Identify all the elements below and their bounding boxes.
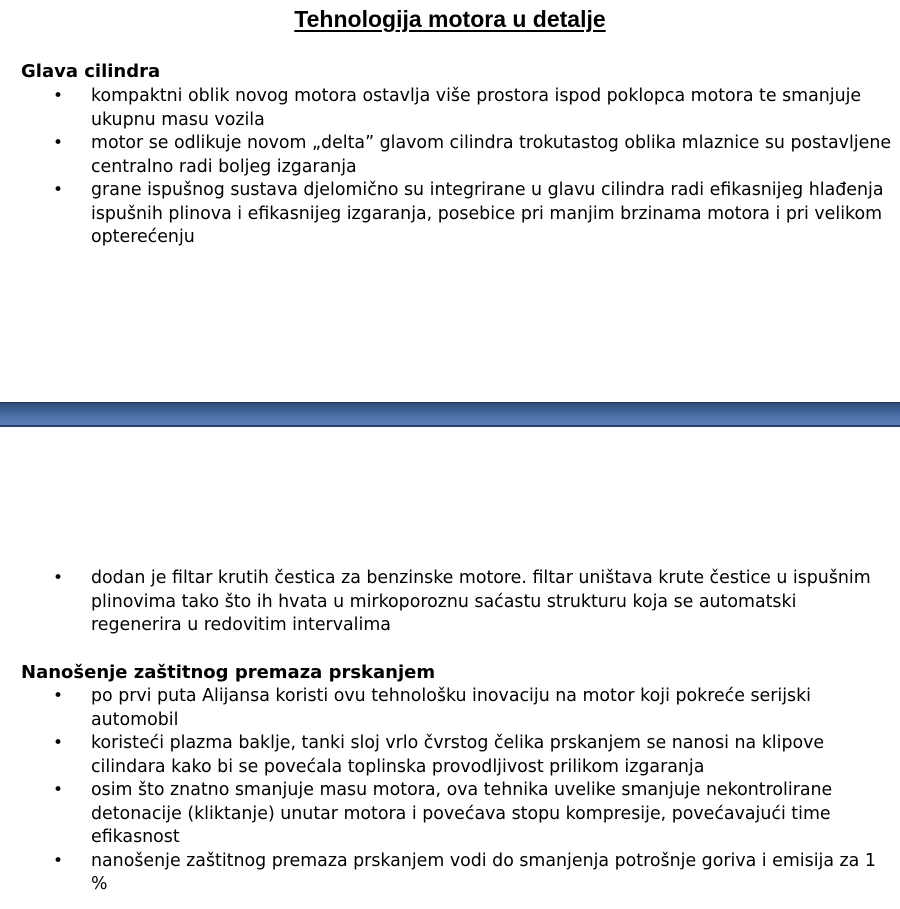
list-item xyxy=(0,685,900,732)
list-item-text: po prvi puta Alijansa koristi ovu tehnološku inovaciju na motor koji pokreće serijski automobil xyxy=(91,686,812,730)
section-heading-plasma-coating: Nanošenje zaštitnog premaza prskanjem xyxy=(21,662,436,683)
list-item xyxy=(0,567,900,638)
list-item-text: grane ispušnog sustava djelomično su integrirane u glavu cilindra radi efikasnijeg hlađenja ispušnih plinova i efikasnijeg izgaranja, posebice pri manjim brzinama motora i pri velikom opterećenju xyxy=(91,180,884,247)
page-divider xyxy=(0,402,900,427)
bullet-icon: • xyxy=(53,733,64,753)
cylinder-head-list xyxy=(0,85,900,250)
bullet-icon: • xyxy=(53,780,64,800)
bullet-icon: • xyxy=(53,86,64,106)
bullet-icon: • xyxy=(53,568,64,588)
list-item-text: dodan je filtar krutih čestica za benzinske motore. filtar uništava krute čestice u ispušnim plinovima tako što ih hvata u mirkoporoznu saćastu strukturu koja se automatski regenerira u redovitim intervalima xyxy=(91,568,871,635)
list-item xyxy=(0,779,900,850)
list-item-text: osim što znatno smanjuje masu motora, ova tehnika uvelike smanjuje nekontrolirane detonacije (kliktanje) unutar motora i povećava stopu kompresije, povećavajući time efikasnost xyxy=(91,780,833,847)
list-item-text: motor se odlikuje novom „delta” glavom cilindra trokutastog oblika mlaznice su postavljene centralno radi boljeg izgaranja xyxy=(91,133,892,177)
list-item xyxy=(0,85,900,132)
list-item xyxy=(0,179,900,250)
continued-list xyxy=(0,567,900,638)
bullet-icon: • xyxy=(53,133,64,153)
bullet-icon: • xyxy=(53,850,64,871)
list-item xyxy=(0,132,900,179)
list-item xyxy=(0,850,900,897)
list-item-text: kompaktni oblik novog motora ostavlja više prostora ispod poklopca motora te smanjuje ukupnu masu vozila xyxy=(91,86,862,130)
bullet-icon: • xyxy=(53,180,64,200)
list-item-text: nanošenje zaštitnog premaza prskanjem vodi do smanjenja potrošnje goriva i emisija za 1 % xyxy=(91,850,876,894)
section-heading-cylinder-head: Glava cilindra xyxy=(21,61,161,82)
list-item xyxy=(0,732,900,779)
list-item-text: koristeći plazma baklje, tanki sloj vrlo čvrstog čelika prskanjem se nanosi na klipove cilindara kako bi se povećala toplinska provodljivost prilikom izgaranja xyxy=(91,733,825,777)
plasma-coating-list xyxy=(0,685,900,897)
bullet-icon: • xyxy=(53,686,64,706)
page-title: Tehnologija motora u detalje xyxy=(294,6,606,32)
